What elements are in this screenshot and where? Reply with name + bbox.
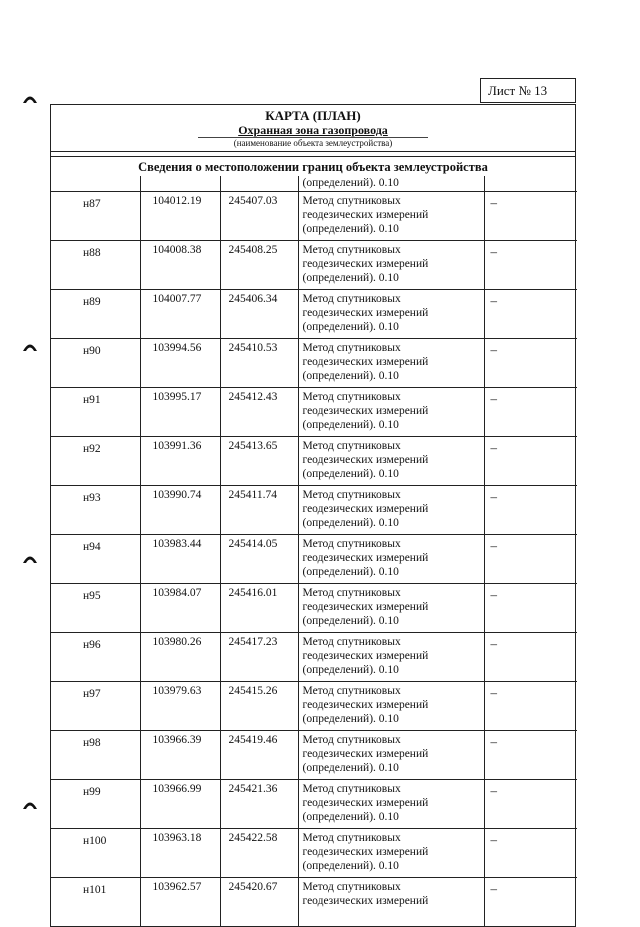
method-text: (определений). 0.10 [302,664,399,676]
x-coordinate-cell [140,633,220,682]
method-text: (определений). 0.10 [302,223,399,235]
x-coordinate-cell [140,437,220,486]
method-text: (определений). 0.10 [302,419,399,431]
accuracy-dash-text: – [490,783,497,798]
method-text: геодезических измерений [302,650,429,662]
y-coordinate-cell [220,584,298,633]
table-row [51,437,577,486]
punch-mark-icon [22,798,38,810]
point-id-text: н97 [83,688,101,700]
y-coordinate-text: 245417.23 [228,636,278,648]
method-text: (определений). 0.10 [302,272,399,284]
table-row [51,731,577,780]
method-text: (определений). 0.10 [302,517,399,529]
x-coordinate-cell [140,339,220,388]
method-cell [298,339,484,388]
y-coordinate-cell [220,731,298,780]
point-id-text: н100 [83,835,107,847]
table-row [51,192,577,241]
table-row [51,486,577,535]
table-row [51,878,577,927]
accuracy-dash-cell [484,829,577,878]
y-coordinate-text: 245413.65 [228,440,278,452]
table-row [51,290,577,339]
method-text: Метод спутниковых [302,440,401,452]
accuracy-dash-text: – [490,342,497,357]
method-text: Метод спутниковых [302,734,401,746]
method-text: Метод спутниковых [302,195,401,207]
y-coordinate-text: 245419.46 [228,734,278,746]
method-text: геодезических измерений [302,454,429,466]
point-id-cell [51,780,140,829]
accuracy-dash-cell [484,780,577,829]
accuracy-dash-cell [484,731,577,780]
accuracy-dash-text: – [490,195,497,210]
y-coordinate-cell [220,437,298,486]
table-cell [140,176,220,192]
accuracy-dash-text: – [490,293,497,308]
point-id-text: н92 [83,443,101,455]
method-cell [298,486,484,535]
coordinates-table [51,176,577,926]
method-text: Метод спутниковых [302,587,401,599]
point-id-cell [51,829,140,878]
method-cell [298,535,484,584]
y-coordinate-cell [220,241,298,290]
point-id-text: н96 [83,639,101,651]
method-text: Метод спутниковых [302,342,401,354]
method-cell [298,682,484,731]
section-title: Сведения о местоположении границ объекта землеустройства [51,156,575,176]
point-id-text: н87 [83,198,101,210]
point-id-cell [51,486,140,535]
point-id-text: н98 [83,737,101,749]
y-coordinate-text: 245414.05 [228,538,278,550]
y-coordinate-cell [220,682,298,731]
accuracy-dash-text: – [490,489,497,504]
punch-mark-icon [22,340,38,352]
point-id-cell [51,192,140,241]
table-cell [220,176,298,192]
y-coordinate-cell [220,829,298,878]
accuracy-dash-text: – [490,636,497,651]
point-id-cell [51,339,140,388]
x-coordinate-text: 103980.26 [152,636,202,648]
method-text: геодезических измерений [302,503,429,515]
x-coordinate-text: 104012.19 [152,195,202,207]
method-cell [298,290,484,339]
document-frame [50,104,576,927]
title-block [51,105,575,152]
method-text: Метод спутниковых [302,832,401,844]
x-coordinate-text: 103983.44 [152,538,202,550]
point-id-cell [51,731,140,780]
y-coordinate-text: 245406.34 [228,293,278,305]
table-row [51,829,577,878]
x-coordinate-cell [140,878,220,927]
x-coordinate-text: 103984.07 [152,587,202,599]
accuracy-dash-cell [484,535,577,584]
table-row [51,339,577,388]
accuracy-dash-cell [484,290,577,339]
accuracy-dash-cell [484,388,577,437]
y-coordinate-cell [220,780,298,829]
method-cell [298,241,484,290]
point-id-cell [51,682,140,731]
accuracy-dash-text: – [490,538,497,553]
y-coordinate-text: 245412.43 [228,391,278,403]
table-row [51,584,577,633]
y-coordinate-text: 245422.58 [228,832,278,844]
accuracy-dash-text: – [490,734,497,749]
y-coordinate-cell [220,486,298,535]
y-coordinate-text: 245410.53 [228,342,278,354]
accuracy-dash-cell [484,437,577,486]
method-text: геодезических измерений [302,307,429,319]
method-text: геодезических измерений [302,356,429,368]
table-row [51,780,577,829]
method-text: Метод спутниковых [302,783,401,795]
method-text: (определений). 0.10 [302,713,399,725]
y-coordinate-text: 245415.26 [228,685,278,697]
object-name: Охранная зона газопровода [238,123,388,137]
x-coordinate-text: 103963.18 [152,832,202,844]
point-id-text: н99 [83,786,101,798]
x-coordinate-cell [140,780,220,829]
y-coordinate-text: 245407.03 [228,195,278,207]
y-coordinate-cell [220,290,298,339]
point-id-cell [51,388,140,437]
table-row [51,241,577,290]
method-text: геодезических измерений [302,846,429,858]
method-text: Метод спутниковых [302,685,401,697]
accuracy-dash-text: – [490,881,497,896]
method-text: геодезических измерений [302,209,429,221]
method-text: Метод спутниковых [302,636,401,648]
accuracy-dash-cell [484,241,577,290]
accuracy-dash-cell [484,584,577,633]
x-coordinate-text: 104007.77 [152,293,202,305]
y-coordinate-text: 245420.67 [228,881,278,893]
y-coordinate-cell [220,192,298,241]
document-title: КАРТА (ПЛАН) [265,108,361,123]
method-cell [298,437,484,486]
x-coordinate-text: 103995.17 [152,391,202,403]
method-text: геодезических измерений [302,405,429,417]
method-text: Метод спутниковых [302,538,401,550]
point-id-text: н95 [83,590,101,602]
method-text: Метод спутниковых [302,881,401,893]
table-row [51,535,577,584]
x-coordinate-cell [140,682,220,731]
y-coordinate-text: 245411.74 [228,489,277,501]
y-coordinate-text: 245416.01 [228,587,278,599]
point-id-cell [51,633,140,682]
x-coordinate-cell [140,535,220,584]
x-coordinate-text: 103991.36 [152,440,202,452]
x-coordinate-cell [140,290,220,339]
method-text: геодезических измерений [302,895,429,907]
accuracy-dash-text: – [490,440,497,455]
method-text: (определений). 0.10 [302,615,399,627]
x-coordinate-cell [140,486,220,535]
x-coordinate-text: 103966.39 [152,734,202,746]
point-id-text: н94 [83,541,101,553]
object-caption: (наименование объекта землеустройства) [198,137,428,148]
y-coordinate-cell [220,633,298,682]
method-text: геодезических измерений [302,552,429,564]
y-coordinate-text: 245421.36 [228,783,278,795]
x-coordinate-cell [140,731,220,780]
table-row [51,388,577,437]
method-text: (определений). 0.10 [302,321,399,333]
accuracy-dash-cell [484,633,577,682]
accuracy-dash-cell [484,878,577,927]
accuracy-dash-text: – [490,832,497,847]
sheet-number-box [480,78,576,103]
table-row [51,682,577,731]
method-text: (определений). 0.10 [302,860,399,872]
accuracy-dash-cell [484,682,577,731]
y-coordinate-cell [220,535,298,584]
x-coordinate-cell [140,241,220,290]
table-row [51,633,577,682]
sheet-number: 13 [534,83,548,98]
point-id-cell [51,437,140,486]
y-coordinate-text: 245408.25 [228,244,278,256]
table-cell [51,176,140,192]
point-id-cell [51,584,140,633]
x-coordinate-cell [140,829,220,878]
x-coordinate-text: 103966.99 [152,783,202,795]
sheet-label: Лист № [488,83,531,98]
x-coordinate-text: 104008.38 [152,244,202,256]
method-cell [298,829,484,878]
method-text: геодезических измерений [302,258,429,270]
x-coordinate-text: 103962.57 [152,881,202,893]
x-coordinate-text: 103994.56 [152,342,202,354]
x-coordinate-cell [140,584,220,633]
method-text: геодезических измерений [302,601,429,613]
point-id-text: н88 [83,247,101,259]
x-coordinate-text: 103979.63 [152,685,202,697]
y-coordinate-cell [220,339,298,388]
point-id-text: н101 [83,884,107,896]
method-text: Метод спутниковых [302,293,401,305]
accuracy-dash-text: – [490,391,497,406]
accuracy-dash-text: – [490,685,497,700]
point-id-text: н93 [83,492,101,504]
method-text: (определений). 0.10 [302,811,399,823]
accuracy-dash-cell [484,486,577,535]
method-cell: (определений). 0.10 [298,176,484,192]
method-text: Метод спутниковых [302,391,401,403]
method-text: (определений). 0.10 [302,370,399,382]
y-coordinate-cell [220,878,298,927]
method-text: геодезических измерений [302,699,429,711]
method-text: (определений). 0.10 [302,468,399,480]
method-cell [298,388,484,437]
method-cell [298,633,484,682]
method-text: Метод спутниковых [302,244,401,256]
point-id-cell [51,535,140,584]
x-coordinate-cell [140,388,220,437]
point-id-cell [51,241,140,290]
point-id-text: н90 [83,345,101,357]
x-coordinate-cell [140,192,220,241]
punch-mark-icon [22,552,38,564]
accuracy-dash-cell [484,339,577,388]
accuracy-dash-text: – [490,587,497,602]
x-coordinate-text: 103990.74 [152,489,202,501]
accuracy-dash-text: – [490,244,497,259]
method-text: Метод спутниковых [302,489,401,501]
method-text: (определений). 0.10 [302,566,399,578]
accuracy-dash-cell [484,192,577,241]
punch-mark-icon [22,92,38,104]
continuation-row [51,176,577,192]
method-cell [298,584,484,633]
method-text: геодезических измерений [302,748,429,760]
method-cell [298,192,484,241]
method-text: геодезических измерений [302,797,429,809]
method-cell [298,780,484,829]
table-cell [484,176,577,192]
point-id-text: н89 [83,296,101,308]
method-text: (определений). 0.10 [302,762,399,774]
point-id-cell [51,290,140,339]
method-cell [298,878,484,927]
point-id-cell [51,878,140,927]
method-cell [298,731,484,780]
point-id-text: н91 [83,394,101,406]
y-coordinate-cell [220,388,298,437]
